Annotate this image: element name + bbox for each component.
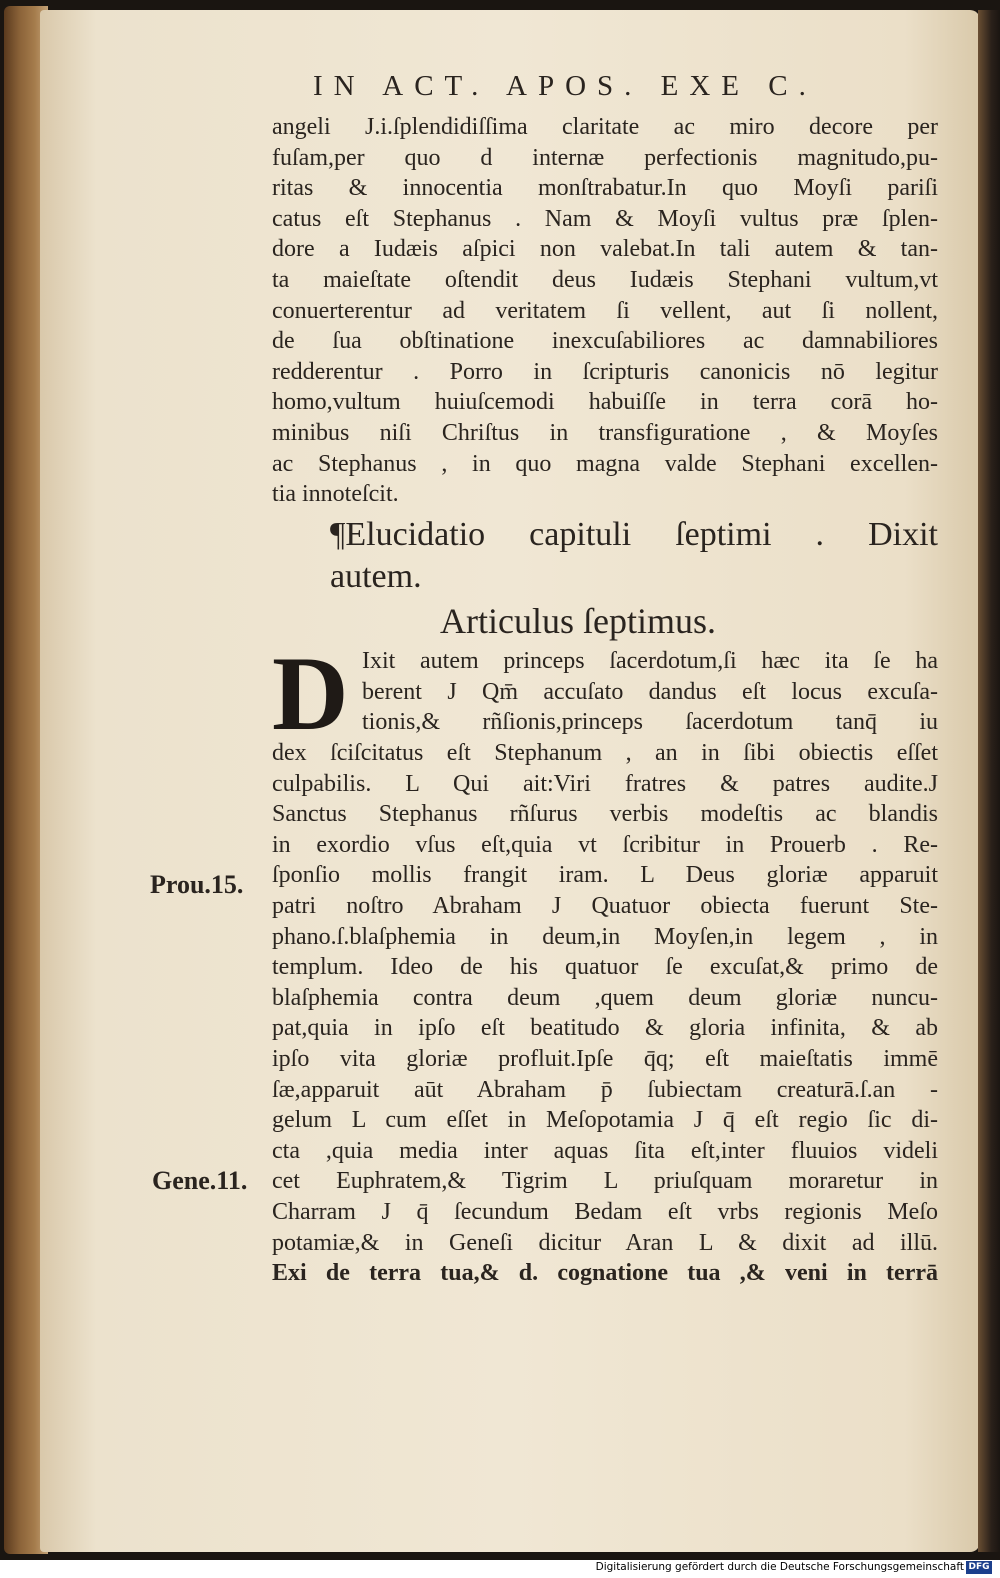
text-line: Exi de terra tua,& d. cognatione tua ,& veni in terrā — [272, 1260, 938, 1287]
text-line: dore a Iudæis aſpici non valebat.In tali autem & tan- — [272, 236, 938, 263]
text-line: homo,vultum huiuſcemodi habuiſſe in terra corā ho- — [272, 389, 938, 416]
text-line: ta maieſtate oſtendit deus Iudæis Stephani vultum,vt — [272, 266, 938, 293]
text-line: gelum L cum eſſet in Meſopotamia J q̄ eſt regio ſic di- — [272, 1107, 938, 1134]
text-line: blaſphemia contra deum ,quem deum gloriæ nuncu- — [272, 984, 938, 1011]
margin-note-proverbs: Prou.15. — [150, 870, 244, 899]
text-line: potamiæ,& in Geneſi dicitur Aran L & dixit ad illū. — [272, 1229, 938, 1256]
text-line: de ſua obſtinatione inexcuſabiliores ac damnabiliores — [272, 328, 938, 355]
text-line: templum. Ideo de his quatuor ſe excuſat,& primo de — [272, 954, 938, 981]
text-line: tia innoteſcit. — [272, 481, 399, 508]
text-line: angeli J.i.ſplendidiſſima claritate ac miro decore per — [272, 114, 938, 140]
text-line: ſæ,apparuit aūt Abraham p̄ ſubiectam creaturā.ſ.an - — [272, 1076, 938, 1103]
text-line: minibus niſi Chriſtus in transfiguratione , & Moyſes — [272, 419, 938, 446]
text-line: culpabilis. L Qui ait:Viri fratres & patres audite.J — [272, 770, 938, 797]
text-line: Sanctus Stephanus rñſurus verbis modeſtis ac blandis — [272, 801, 938, 828]
article-title: Articulus ſeptimus. — [440, 601, 716, 641]
text-line: phano.ſ.blaſphemia in deum,in Moyſen,in legem , in — [272, 923, 938, 950]
funding-credit: Digitalisierung gefördert durch die Deutsche Forschungsgemeinschaft — [595, 1561, 964, 1573]
paragraph-2 — [272, 738, 938, 1289]
dfg-logo: DFG — [966, 1561, 992, 1574]
text-line: catus eſt Stephanus . Nam & Moyſi vultus præ ſplen- — [272, 205, 938, 232]
text-line: ac Stephanus , in quo magna valde Stephani excellen- — [272, 450, 938, 477]
text-line: conuerterentur ad veritatem ſi vellent, aut ſi nollent, — [272, 297, 938, 324]
text-line: ritas & innocentia monſtrabatur.In quo Moyſi pariſi — [272, 175, 938, 202]
text-line: cta ,quia media inter aquas ſita eſt,inter fluuios videli — [272, 1137, 938, 1164]
running-head: IN ACT. APOS. EXE C. — [313, 70, 817, 102]
margin-note-genesis: Gene.11. — [152, 1166, 248, 1195]
text-line: Charram J q̄ ſecundum Bedam eſt vrbs regionis Meſo — [272, 1198, 938, 1225]
text-line: redderentur . Porro in ſcripturis canonicis nō legitur — [272, 358, 938, 385]
book-edge-right — [978, 10, 1000, 1552]
drop-cap-initial: D — [272, 635, 349, 752]
text-line: berent J Qm̄ accuſato dandus eſt locus excuſa- — [362, 678, 938, 705]
text-line: Ixit autem princeps ſacerdotum,ſi hæc ita ſe ha — [362, 648, 938, 674]
text-line: patri noſtro Abraham J Quatuor obiecta fuerunt Ste- — [272, 892, 938, 919]
text-line: fuſam,per quo d internæ perfectionis magnitudo,pu- — [272, 144, 938, 171]
text-line: cet Euphratem,& Tigrim L priuſquam moraretur in — [272, 1168, 938, 1195]
paragraph-2-indented — [362, 646, 938, 738]
text-line: ſponſio mollis frangit iram. L Deus gloriæ apparuit — [272, 862, 938, 889]
paragraph-1 — [272, 112, 938, 510]
chapter-heading — [330, 514, 938, 598]
text-line: tionis,& rñſionis,princeps ſacerdotum tanq̄ iu — [362, 709, 938, 736]
chapter-heading-line-1: ¶Elucidatio capituli ſeptimi . Dixit — [330, 516, 938, 553]
text-line: in exordio vſus eſt,quia vt ſcribitur in Prouerb . Re- — [272, 831, 938, 858]
chapter-heading-line-2: autem. — [330, 558, 422, 595]
text-line: dex ſciſcitatus eſt Stephanum , an in ſibi obiectis eſſet — [272, 740, 938, 766]
text-line: ipſo vita gloriæ profluit.Ipſe q̄q; eſt maieſtatis immē — [272, 1045, 938, 1072]
text-line: pat,quia in ipſo eſt beatitudo & gloria infinita, & ab — [272, 1015, 938, 1042]
